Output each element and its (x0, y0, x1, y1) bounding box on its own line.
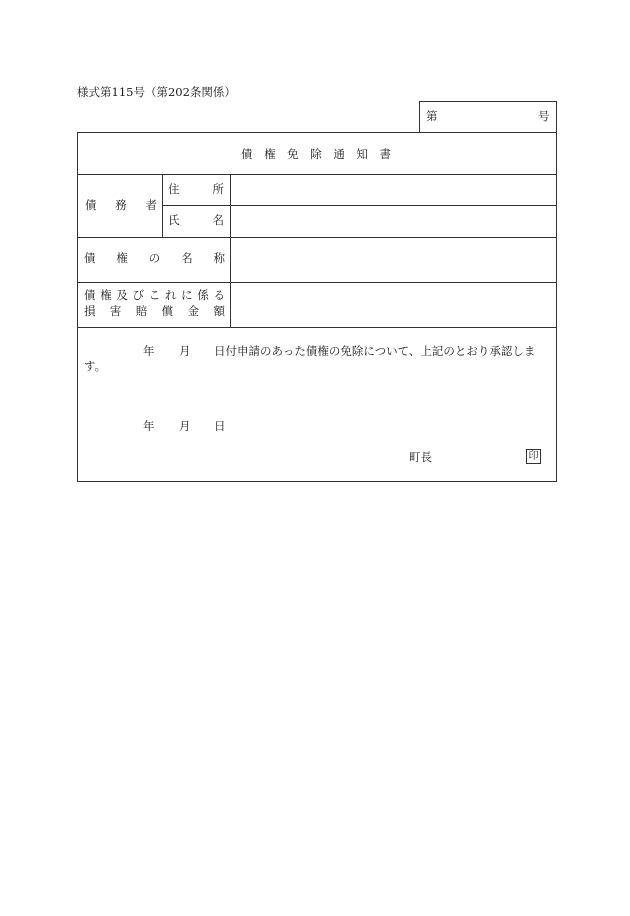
title-char: 通 (333, 147, 345, 161)
damages-label-line1-char: 及 (116, 288, 128, 302)
issue-date-day: 日 (214, 419, 226, 433)
claim-name-label-char: 称 (213, 251, 225, 265)
address-label (168, 184, 224, 196)
damages-label-line2-char: 額 (213, 304, 225, 318)
claim-name-label (84, 253, 225, 265)
damages-label-line2-char: 償 (161, 304, 174, 318)
title-char: 書 (379, 147, 391, 161)
name-label (168, 215, 224, 227)
issue-date-month: 月 (179, 419, 191, 433)
name-label-char: 氏 (168, 213, 180, 227)
number-prefix: 第 (426, 109, 438, 123)
title-char: 免 (287, 147, 299, 161)
body-date-year: 年 (143, 344, 155, 358)
form-title (241, 149, 391, 161)
debtor-label-char: 務 (115, 198, 127, 212)
damages-label-line1-char: に (181, 288, 193, 302)
address-label-char: 住 (168, 182, 180, 196)
title-char: 除 (310, 147, 322, 161)
damages-label-line2 (84, 306, 225, 318)
claim-name-label-char: 債 (84, 251, 96, 265)
damages-label-line1-char: 権 (100, 288, 112, 302)
damages-label-line1-char: れ (164, 288, 177, 302)
damages-label-line2-char: 金 (187, 304, 200, 318)
damages-label-line1 (84, 290, 225, 302)
debtor-label (85, 200, 157, 212)
issue-date-year: 年 (143, 419, 155, 433)
damages-label-line1-char: こ (148, 288, 161, 302)
debtor-label-char: 債 (85, 198, 97, 212)
damages-label-line1-char: 債 (84, 288, 96, 302)
body-text-line1: 日付申請のあった債権の免除について、上記のとおり承認しま (214, 344, 536, 358)
claim-name-label-char: 権 (116, 251, 128, 265)
title-char: 知 (356, 147, 368, 161)
body-date-month: 月 (179, 344, 191, 358)
damages-label-line1-char: る (213, 288, 225, 302)
signature-title: 町長 (409, 450, 432, 464)
title-char: 権 (264, 147, 276, 161)
form-reference: 様式第115号（第202条関係） (77, 85, 236, 99)
body-text-line2: す。 (84, 359, 107, 373)
damages-label-line1-char: 係 (197, 288, 209, 302)
debtor-label-char: 者 (145, 198, 157, 212)
title-char: 債 (241, 147, 253, 161)
claim-name-label-char: の (148, 251, 161, 265)
damages-label-line2-char: 賠 (135, 304, 148, 318)
name-label-char: 名 (212, 213, 224, 227)
claim-name-label-char: 名 (181, 251, 193, 265)
damages-label-line2-char: 損 (84, 304, 96, 318)
damages-label-line1-char: び (132, 288, 145, 302)
number-suffix: 号 (538, 109, 550, 123)
damages-label-line2-char: 害 (109, 304, 122, 318)
address-label-char: 所 (212, 182, 224, 196)
seal-mark: 印 (526, 449, 541, 464)
